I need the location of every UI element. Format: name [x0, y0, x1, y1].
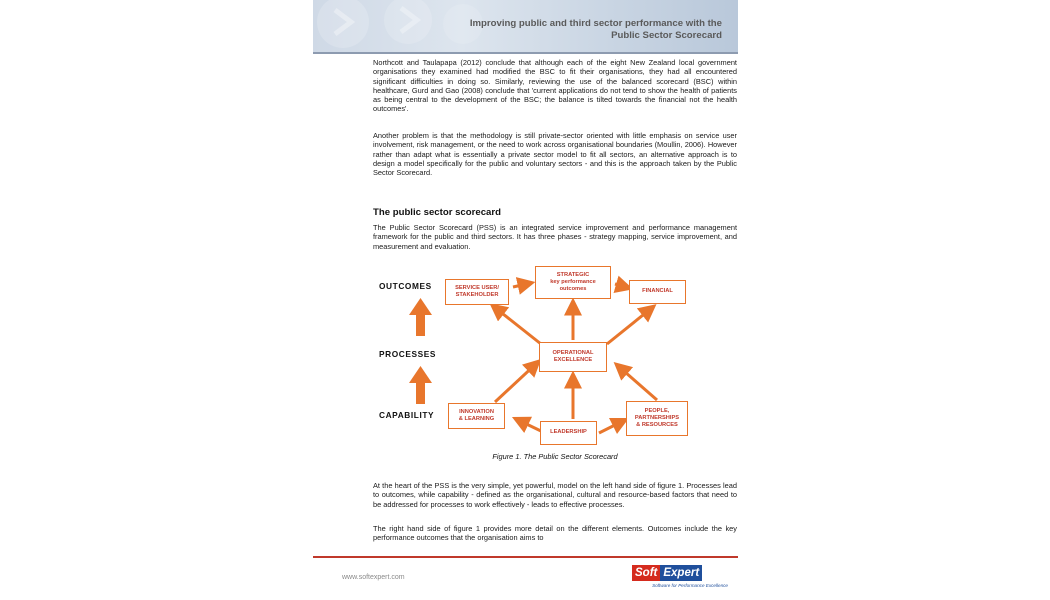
box-innovation-line1: INNOVATION	[459, 408, 494, 415]
label-capability: CAPABILITY	[379, 410, 435, 420]
left-up-arrow-bottom	[409, 366, 432, 404]
box-service-user	[445, 279, 509, 305]
label-processes: PROCESSES	[379, 349, 437, 359]
box-people	[626, 401, 688, 436]
box-innovation	[448, 403, 505, 429]
arrow-financial-to-strategic	[615, 284, 629, 288]
box-people-line1: PEOPLE,	[644, 407, 670, 414]
footer-rule	[313, 556, 738, 558]
section-heading: The public sector scorecard	[373, 207, 501, 218]
paragraph-5-text: The right hand side of figure 1 provides more detail on the different elements. Outcomes include the key performance outcomes that the organisation aims to	[373, 524, 737, 543]
pss-diagram	[373, 262, 737, 450]
logo-tagline: Software for Performance Excellence	[652, 583, 728, 588]
paragraph-1	[373, 58, 737, 114]
left-up-arrow-top	[409, 298, 432, 336]
box-people-line3: & RESOURCES	[636, 422, 678, 429]
logo-expert: Expert	[660, 565, 702, 581]
paragraph-5	[373, 524, 737, 543]
footer-url[interactable]: www.softexpert.com	[342, 574, 405, 581]
logo-wordmark	[632, 565, 728, 581]
box-strategic-line3: outcomes	[559, 286, 587, 293]
arrow-stakeholder-to-strategic	[513, 283, 531, 287]
softexpert-logo	[632, 565, 728, 595]
paragraph-2-text: Another problem is that the methodology is still private-sector oriented with little emphasis on service user involvement, risk management, or the need to work across organisational boundaries (Moullin, 2006). However rather than adapt what is essentially a private sector model to fit all sectors, an alternative approach is to design a model specifically for the public and voluntary sectors - and this is the approach taken by the Public Sector Scorecard.	[373, 131, 737, 178]
paragraph-3-text: The Public Sector Scorecard (PSS) is an integrated service improvement and performance management framework for the public and third sectors. It has three phases - strategy mapping, service improvement, and measurement and evaluation.	[373, 223, 737, 251]
paragraph-2	[373, 131, 737, 177]
header-banner	[313, 0, 738, 52]
arrow-people-to-operational	[617, 365, 657, 400]
arrow-innovation-to-operational	[495, 362, 538, 402]
box-innovation-line2: & LEARNING	[458, 416, 495, 422]
box-financial: FINANCIAL	[629, 280, 686, 304]
header-title-line2: Public Sector Scorecard	[611, 30, 722, 41]
box-strategic	[535, 266, 611, 299]
header-title	[422, 18, 722, 42]
figure-caption: Figure 1. The Public Sector Scorecard	[492, 452, 618, 461]
arrow-leadership-to-people	[599, 420, 625, 433]
box-people-line2: PARTNERSHIPS	[634, 414, 680, 421]
box-service-user-line2: STAKEHOLDER	[455, 292, 499, 298]
box-strategic-line1: STRATEGIC	[556, 271, 590, 278]
box-operational-line2: EXCELLENCE	[553, 357, 593, 363]
box-leadership: LEADERSHIP	[540, 421, 597, 445]
box-strategic-line2: key performance	[550, 278, 596, 285]
header-title-line1: Improving public and third sector performance with the	[469, 18, 722, 29]
arrow-operational-to-financial	[607, 307, 653, 344]
arrow-leadership-to-innovation	[516, 419, 543, 432]
paragraph-4	[373, 481, 737, 509]
label-outcomes: OUTCOMES	[379, 281, 432, 291]
paragraph-1-text: Northcott and Taulapapa (2012) conclude that although each of the eight New Zealand local government organisations they examined had modified the BSC to fit their organisations, they had all encountered significant difficulties in doing so. Similarly, reviewing the use of the balanced scorecard (BSC) within healthcare, Gurd and Gao (2008) conclude that 'current applications do not tend to show the health of patients as being central to the development of the BSC; the balance is tilted towards the financial not the health outcomes'.	[373, 58, 737, 114]
box-operational	[539, 342, 607, 372]
paragraph-4-text: At the heart of the PSS is the very simple, yet powerful, model on the left hand side of figure 1. Processes lead to outcomes, while capability - defined as the organisational, cultural and resource-based factors that need to be addressed for processes to work effectively - leads to effective processes.	[373, 481, 737, 509]
document-page	[313, 0, 738, 600]
header-rule	[313, 52, 738, 54]
box-service-user-line1: SERVICE USER/	[455, 284, 499, 291]
logo-soft: Soft	[632, 565, 660, 581]
paragraph-3	[373, 223, 737, 251]
box-operational-line1: OPERATIONAL	[552, 349, 594, 356]
arrow-operational-to-stakeholder	[493, 306, 541, 344]
